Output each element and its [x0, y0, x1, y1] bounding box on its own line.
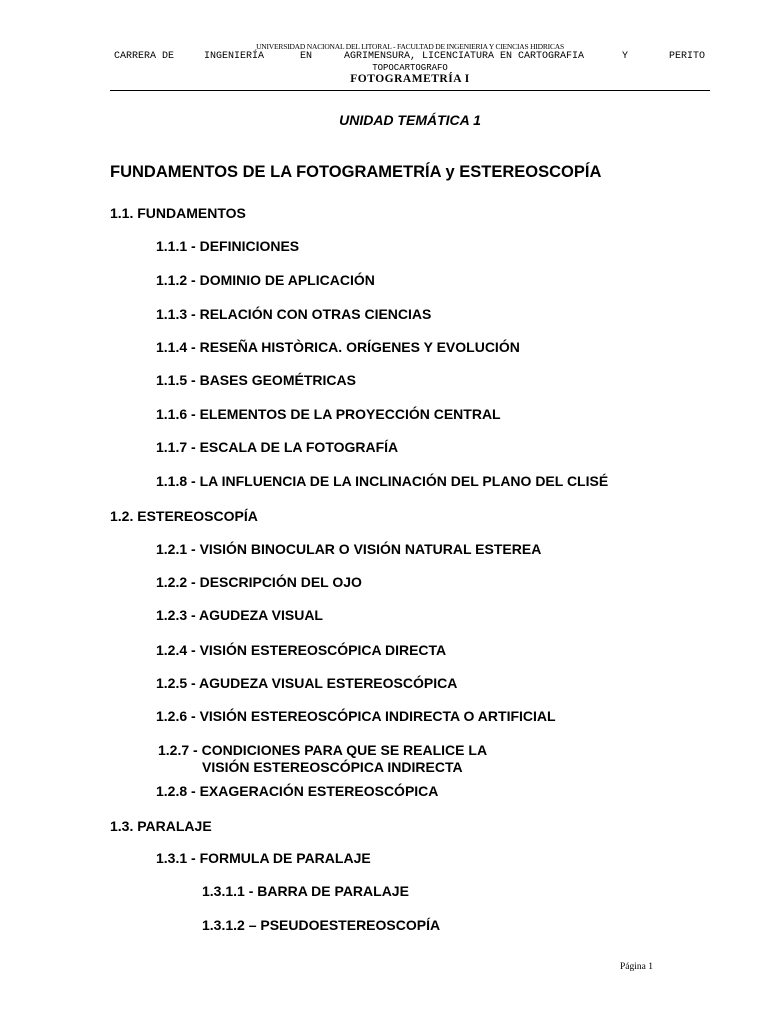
outline-item: 1.1.3 - RELACIÓN CON OTRAS CIENCIAS	[156, 306, 432, 322]
outline-subitem: 1.3.1.1 - BARRA DE PARALAJE	[202, 883, 409, 899]
outline-item: 1.1.8 - LA INFLUENCIA DE LA INCLINACIÓN DEL PLANO DEL CLISÉ	[156, 473, 609, 489]
outline-item: 1.1.2 - DOMINIO DE APLICACIÓN	[156, 272, 375, 288]
outline-item: 1.1.6 - ELEMENTOS DE LA PROYECCIÓN CENTRAL	[156, 406, 501, 422]
outline-item: 1.2.5 - AGUDEZA VISUAL ESTEREOSCÓPICA	[156, 675, 458, 691]
header-course-title: FOTOGRAMETRÍA I	[350, 73, 470, 85]
outline-item: 1.2.4 - VISIÓN ESTEREOSCÓPICA DIRECTA	[156, 642, 447, 658]
outline-item: 1.3.1 - FORMULA DE PARALAJE	[156, 850, 371, 866]
header-career-word: PERITO	[669, 51, 706, 62]
header-divider	[110, 90, 710, 91]
header-career-word: Y	[622, 51, 629, 62]
outline-item: 1.1.5 - BASES GEOMÉTRICAS	[156, 372, 356, 388]
header-university: UNIVERSIDAD NACIONAL DEL LITORAL - FACULTAD DE INGENIERIA Y CIENCIAS HIDRICAS	[256, 42, 564, 51]
outline-item-continuation: VISIÓN ESTEREOSCÓPICA INDIRECTA	[202, 759, 463, 775]
outline-subitem: 1.3.1.2 – PSEUDOESTEREOSCOPÍA	[202, 917, 441, 933]
outline-item: 1.2.1 - VISIÓN BINOCULAR O VISIÓN NATURAL ESTEREA	[156, 541, 542, 557]
page-number: Página 1	[620, 962, 653, 972]
section-heading: 1.2. ESTEREOSCOPÍA	[110, 508, 258, 524]
section-heading: 1.3. PARALAJE	[110, 818, 212, 834]
header-career-word: INGENIERÍA	[204, 51, 265, 62]
outline-item: 1.1.7 - ESCALA DE LA FOTOGRAFÍA	[156, 439, 399, 455]
header-career-line2: TOPOCARTOGRAFO	[372, 63, 448, 73]
outline-item: 1.2.2 - DESCRIPCIÓN DEL OJO	[156, 574, 362, 590]
section-heading: 1.1. FUNDAMENTOS	[110, 205, 246, 221]
outline-item: 1.2.7 - CONDICIONES PARA QUE SE REALICE LA	[158, 742, 488, 758]
document-title: FUNDAMENTOS DE LA FOTOGRAMETRÍA y ESTEREOSCOPÍA	[110, 163, 602, 181]
outline-item: 1.2.8 - EXAGERACIÓN ESTEREOSCÓPICA	[156, 783, 439, 799]
outline-item: 1.1.4 - RESEÑA HISTÒRICA. ORÍGENES Y EVOLUCIÓN	[156, 339, 520, 355]
outline-item: 1.2.3 - AGUDEZA VISUAL	[156, 607, 323, 623]
outline-item: 1.1.1 - DEFINICIONES	[156, 238, 300, 254]
header-career-word: AGRIMENSURA, LICENCIATURA EN CARTOGRAFIA	[344, 51, 585, 62]
outline-item: 1.2.6 - VISIÓN ESTEREOSCÓPICA INDIRECTA O ARTIFICIAL	[156, 708, 556, 724]
header-career-word: CARRERA DE	[114, 51, 175, 62]
header-career-word: EN	[300, 51, 313, 62]
unit-heading: UNIDAD TEMÁTICA 1	[339, 112, 481, 128]
